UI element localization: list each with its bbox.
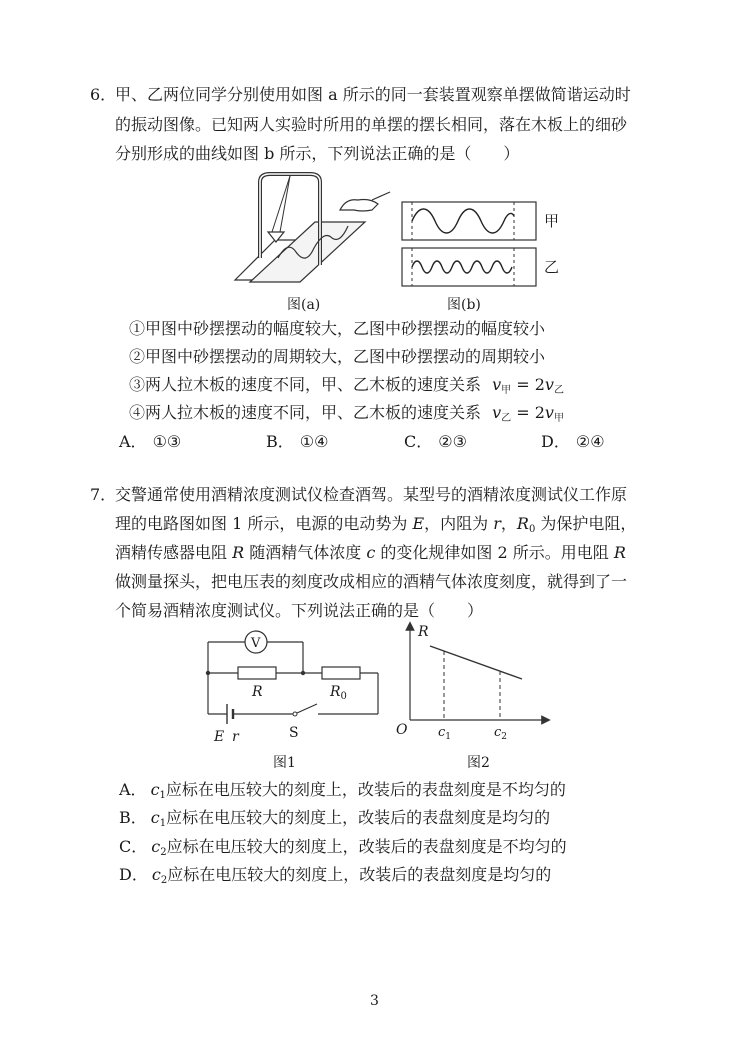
trace-jia <box>412 209 514 233</box>
q6-relation-4: $v_乙 = 2v_甲$ <box>492 403 564 424</box>
q7-stem-line3: 酒精传感器电阻 R 随酒精气体浓度 c 的变化规律如图 2 所示。用电阻 R <box>115 543 626 562</box>
q7-stem-line2: 理的电路图如图 1 所示，电源的电动势为 E，内阻为 r，$R_0$ 为保护电阻， <box>115 514 637 535</box>
resistor-R0 <box>322 667 360 679</box>
q6-figure-a-apparatus <box>220 170 400 290</box>
q6-figure-a-caption: 图(a) <box>287 297 321 313</box>
page-number: 3 <box>370 993 379 1009</box>
q7-stem-line1: 交警通常使用酒精浓度测试仪检查酒驾。某型号的酒精浓度测试仪工作原 <box>115 485 628 504</box>
q6-statement-4: ④两人拉木板的速度不同，甲、乙木板的速度关系 $v_乙 = 2v_甲$ <box>129 403 564 424</box>
q6-stem-line3: 分别形成的曲线如图 b 所示，下列说法正确的是（ ） <box>115 144 520 163</box>
q7-stem-line5: 个简易酒精浓度测试仪。下列说法正确的是（ ） <box>115 601 484 620</box>
svg-text:c1: $c_1$ <box>438 725 452 742</box>
q6-number: 6． <box>90 85 117 104</box>
q7-stem-line4: 做测量探头，把电压表的刻度改成相应的酒精气体浓度刻度，就得到了一 <box>115 572 628 591</box>
q7-figure-2-graph <box>396 620 556 742</box>
svg-text:O: O <box>396 722 408 738</box>
svg-text:c2: $c_2$ <box>494 725 508 742</box>
q7-figure-1-caption: 图1 <box>273 755 296 771</box>
q6-option-a[interactable]: A． ①③ <box>119 432 182 451</box>
q6-stem-line2: 的振动图像。已知两人实验时所用的单摆的摆长相同，落在木板上的细砂 <box>115 115 628 134</box>
resistor-R <box>238 667 276 679</box>
q6-figure-b-traces <box>398 198 568 290</box>
q6-statement-3: ③两人拉木板的速度不同，甲、乙木板的速度关系 $v_甲 = 2v_乙$ <box>129 375 564 396</box>
q6-statement-1: ①甲图中砂摆摆动的幅度较大，乙图中砂摆摆动的幅度较小 <box>129 319 546 338</box>
q7-figure-2-caption: 图2 <box>467 755 490 771</box>
q7-option-a[interactable]: A． $c_1$应标在电压较大的刻度上，改装后的表盘刻度是不均匀的 <box>119 780 566 801</box>
q7-number: 7． <box>90 485 117 504</box>
trace-yi <box>412 261 512 273</box>
svg-text:R: R <box>252 684 263 700</box>
svg-text:R: R <box>418 624 429 640</box>
q6-option-b[interactable]: B． ①④ <box>266 432 329 451</box>
svg-text:S: S <box>289 725 299 741</box>
q6-stem-line1: 甲、乙两位同学分别使用如图 a 所示的同一套装置观察单摆做简谐运动时 <box>115 85 631 104</box>
label-jia: 甲 <box>544 212 560 230</box>
label-yi: 乙 <box>544 258 560 276</box>
svg-text:V: V <box>251 636 261 651</box>
q7-option-c[interactable]: C． $c_2$应标在电压较大的刻度上，改装后的表盘刻度是不均匀的 <box>119 837 567 858</box>
svg-text:r: r <box>232 729 239 744</box>
q6-statement-2: ②甲图中砂摆摆动的周期较大，乙图中砂摆摆动的周期较小 <box>129 347 546 366</box>
q6-figure-b-caption: 图(b) <box>447 297 481 313</box>
q6-relation-3: $v_甲 = 2v_乙$ <box>492 375 564 396</box>
q6-option-d[interactable]: D． ②④ <box>541 432 605 451</box>
svg-text:R0: $R_0$ <box>330 684 347 702</box>
switch-S <box>297 704 317 713</box>
q7-option-d[interactable]: D． $c_2$应标在电压较大的刻度上，改装后的表盘刻度是均匀的 <box>119 865 552 886</box>
q7-option-b[interactable]: B． $c_1$应标在电压较大的刻度上，改装后的表盘刻度是均匀的 <box>119 808 551 829</box>
q7-figure-1-circuit <box>200 624 390 744</box>
svg-text:E: E <box>214 729 225 744</box>
q6-option-c[interactable]: C． ②③ <box>404 432 467 451</box>
